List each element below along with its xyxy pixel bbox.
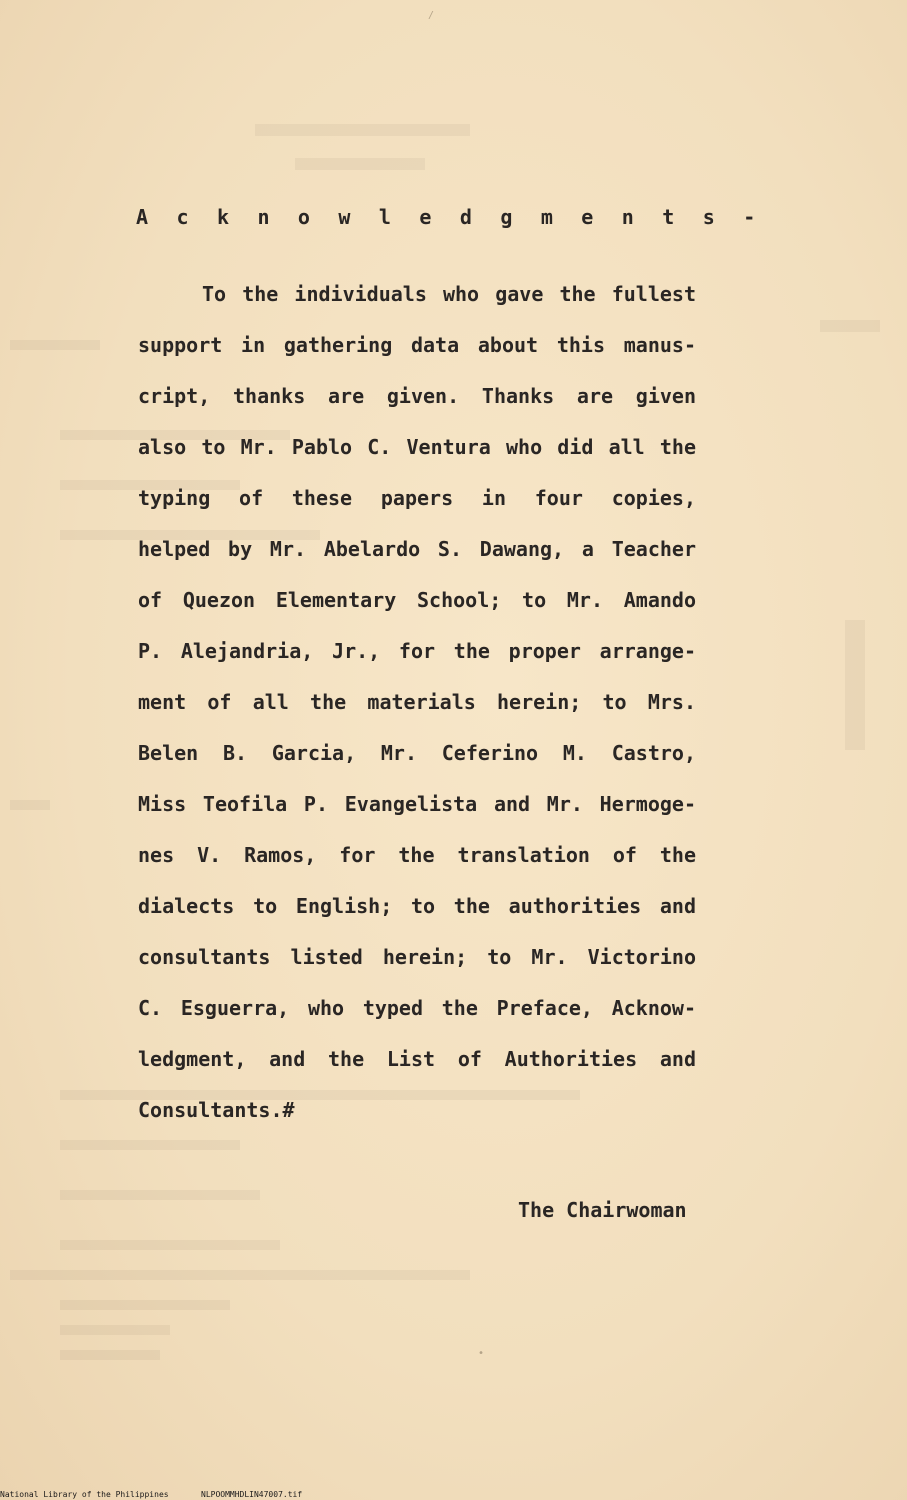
body-line: also to Mr. Pablo C. Ventura who did all the: [138, 435, 696, 459]
body-line: ment of all the materials herein; to Mrs.: [138, 690, 696, 714]
body-line: of Quezon Elementary School; to Mr. Amando: [138, 588, 696, 612]
bleed-through-shape-2: [0, 320, 907, 1420]
scan-footer: [0, 1489, 907, 1500]
footer-filename: NLPOOMMHDLIN47007.tif: [201, 1490, 303, 1499]
body-line: cript, thanks are given. Thanks are given: [138, 384, 696, 408]
body-line: C. Esguerra, who typed the Preface, Acknow-: [138, 996, 696, 1020]
body-line: helped by Mr. Abelardo S. Dawang, a Teacher: [138, 537, 696, 561]
body-line: Consultants.#: [138, 1098, 295, 1122]
body-line: ledgment, and the List of Authorities and: [138, 1047, 696, 1071]
signature: The Chairwoman: [518, 1198, 687, 1222]
bleed-through-shape: [255, 118, 475, 178]
bleed-through-text: [255, 118, 475, 183]
footer-library: National Library of the Philippines: [0, 1490, 169, 1499]
body-line: P. Alejandria, Jr., for the proper arrange-: [138, 639, 696, 663]
body-line: To the individuals who gave the fullest: [202, 282, 696, 306]
body-line: consultants listed herein; to Mr. Victorino: [138, 945, 696, 969]
body-line: Miss Teofila P. Evangelista and Mr. Hermoge-: [138, 792, 696, 816]
page-title: A c k n o w l e d g m e n t s -: [136, 205, 764, 229]
body-line: nes V. Ramos, for the translation of the: [138, 843, 696, 867]
body-line: dialects to English; to the authorities and: [138, 894, 696, 918]
stray-mark: •: [478, 1348, 485, 1359]
stray-mark: /: [428, 10, 435, 21]
body-line: Belen B. Garcia, Mr. Ceferino M. Castro,: [138, 741, 696, 765]
body-line: support in gathering data about this manus-: [138, 333, 696, 357]
body-line: typing of these papers in four copies,: [138, 486, 696, 510]
